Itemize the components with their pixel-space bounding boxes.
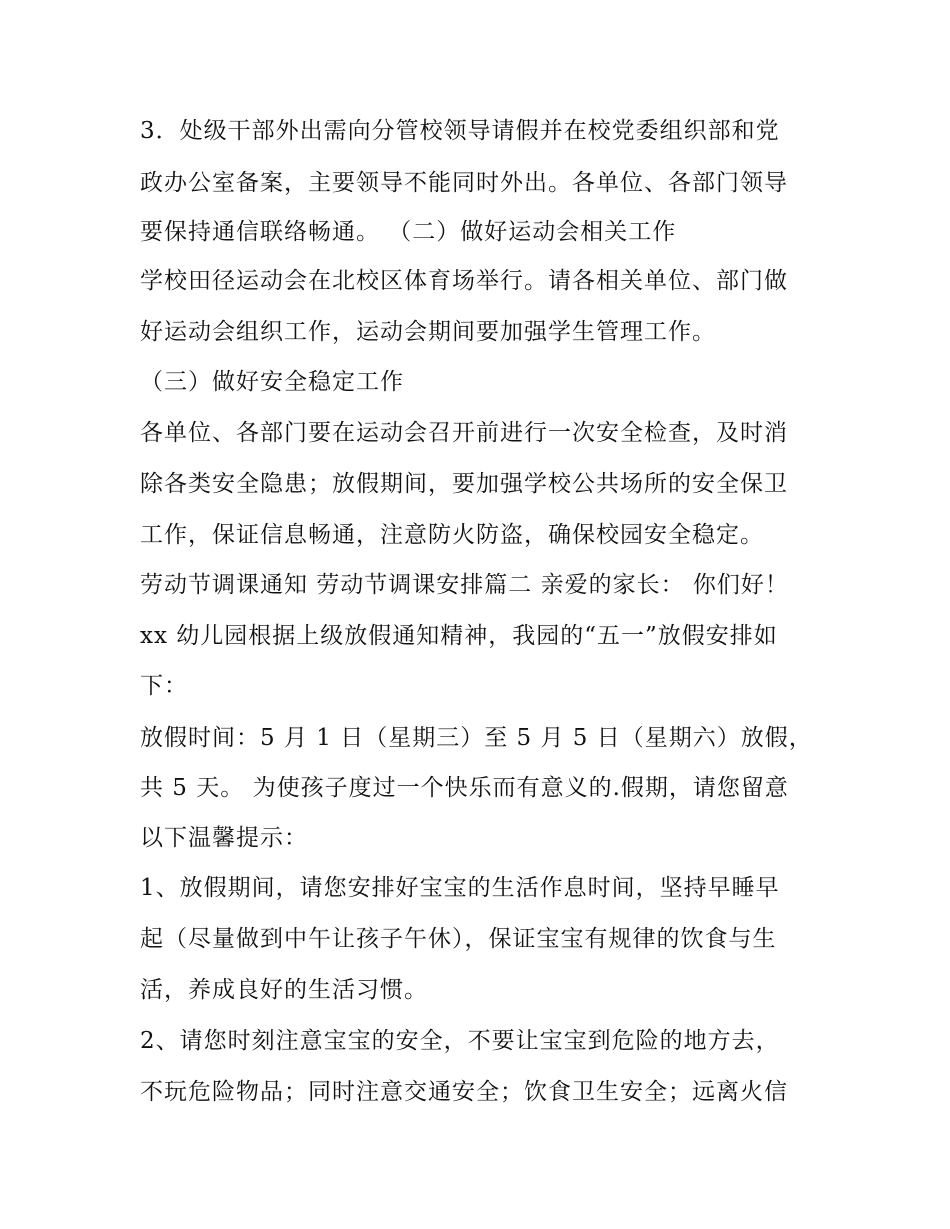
- list-item: 2、请您时刻注意宝宝的安全，不要让宝宝到危险的地方去，: [140, 1028, 780, 1054]
- text-line: 好运动会组织工作，运动会期间要加强学生管理工作。: [140, 319, 716, 345]
- list-item: 1、放假期间，请您安排好宝宝的生活作息时间，坚持早睡早: [140, 875, 780, 901]
- text-line: 各单位、各部门要在运动会召开前进行一次安全检查，及时消: [140, 420, 788, 446]
- text-line: xx 幼儿园根据上级放假通知精神，我园的“五一”放假安排如: [140, 623, 778, 649]
- text-line: 起（尽量做到中午让孩子午休），保证宝宝有规律的饮食与生: [140, 926, 777, 952]
- text-line: 以下温馨提示：: [140, 825, 308, 851]
- text-line: 政办公室备案，主要领导不能同时外出。各单位、各部门领导: [140, 170, 788, 196]
- text-line: 活，养成良好的生活习惯。: [140, 977, 428, 1003]
- section-heading: （三）做好安全稳定工作: [140, 369, 404, 395]
- text-line: 下：: [140, 673, 188, 699]
- text-line: 放假时间：5 月 1 日（星期三）至 5 月 5 日（星期六）放假，: [140, 725, 813, 751]
- text-line: 工作，保证信息畅通，注意防火防盗，确保校园安全稳定。: [140, 522, 764, 548]
- text-line: 不玩危险物品；同时注意交通安全；饮食卫生安全；远离火信: [140, 1079, 788, 1105]
- text-line: 劳动节调课通知 劳动节调课安排篇二 亲爱的家长： 你们好！: [140, 572, 789, 598]
- text-line: 共 5 天。 为使孩子度过一个快乐而有意义的.假期，请您留意: [140, 775, 789, 801]
- text-line: 学校田径运动会在北校区体育场举行。请各相关单位、部门做: [140, 268, 788, 294]
- text-line: 要保持通信联络畅通。 （二）做好运动会相关工作: [140, 219, 677, 245]
- text-line: 除各类安全隐患；放假期间，要加强学校公共场所的安全保卫: [140, 471, 788, 497]
- text-line: 3．处级干部外出需向分管校领导请假并在校党委组织部和党: [140, 118, 780, 144]
